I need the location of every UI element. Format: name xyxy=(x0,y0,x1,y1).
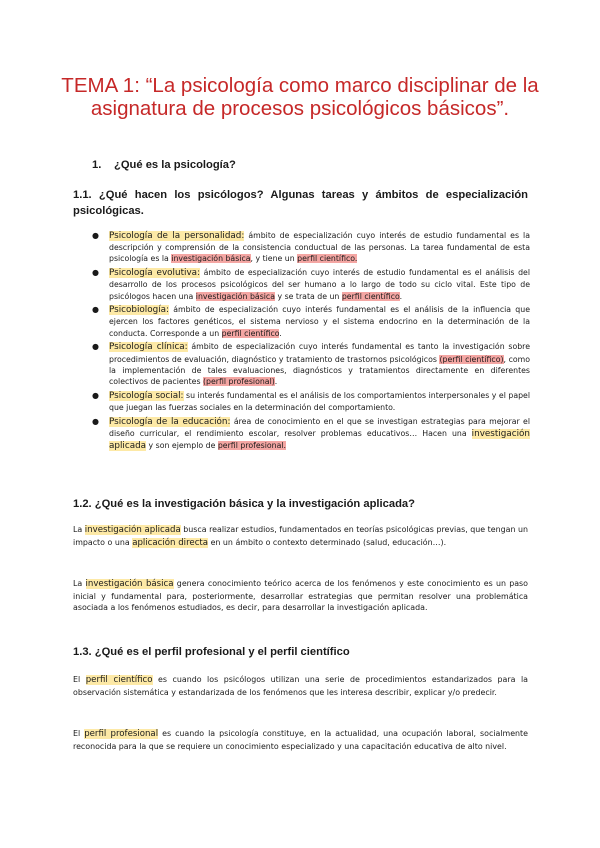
list-item xyxy=(92,230,530,265)
section-label: ¿Qué es la psicología? xyxy=(114,159,236,171)
page-title: TEMA 1: “La psicología como marco disciplinar de la asignatura de procesos psicológicos básicos”. xyxy=(61,74,539,120)
highlight-red: perfil profesional. xyxy=(217,440,287,450)
highlight-yellow: investigación aplicada xyxy=(109,428,530,451)
section-heading-1-1: 1.1. ¿Qué hacen los psicólogos? Algunas tareas y ámbitos de especialización psicológicas. xyxy=(73,189,528,217)
list-item xyxy=(92,304,530,339)
bullet-icon: ● xyxy=(92,390,99,400)
bullet-icon: ● xyxy=(92,305,99,315)
highlight-red: investigación básica xyxy=(171,254,251,264)
item-text: su interés fundamental es el análisis de los comportamientos interpersonales y el papel que juegan las fuerzas sociales en la determinación del comportamiento. xyxy=(109,390,531,412)
item-text: ámbito de especialización cuyo interés fundamental es el análisis de la influencia que ejercen los factores genéticos, el sistema nervioso y el sistema endocrino en la determinación de la conducta. Corresponde a un xyxy=(109,305,530,338)
highlight-red: perfil científico. xyxy=(297,254,358,264)
paragraph-cientifico xyxy=(73,674,528,698)
highlight-red: (perfil profesional) xyxy=(203,376,275,386)
highlight-red: (perfil científico) xyxy=(439,354,504,364)
item-text: . xyxy=(399,291,403,301)
highlight-red: investigación básica xyxy=(195,291,275,301)
highlight-yellow: perfil científico xyxy=(85,675,153,685)
highlight-yellow: investigación básica xyxy=(85,579,174,589)
section-heading-1-3: 1.3. ¿Qué es el perfil profesional y el perfil científico xyxy=(73,646,350,658)
term-highlight: Psicobiología: xyxy=(109,305,170,316)
item-text: ámbito de especialización cuyo interés de estudio fundamental es la descripción y comprensión de la consistencia conductual de las personas. La tarea fundamental de esta psicología es la xyxy=(109,231,530,264)
item-text: , como la implementación de tales evaluaciones, diagnósticos y tratamientos directamente en diferentes colectivos de pacientes xyxy=(109,354,530,386)
list-item xyxy=(92,416,530,453)
section-heading-1-2: 1.2. ¿Qué es la investigación básica y la investigación aplicada? xyxy=(73,498,415,510)
para-text: es cuando los psicólogos utilizan una serie de procedimientos estandarizados para la observación sistemática y estandarizada de los fenómenos que les interesa describir, explicar y/o predecir. xyxy=(73,675,529,697)
bullet-icon: ● xyxy=(92,268,99,278)
list-item xyxy=(92,390,530,413)
para-text: El xyxy=(73,729,85,738)
bullet-icon: ● xyxy=(92,416,99,426)
para-text: El xyxy=(73,675,86,684)
para-text: en un ámbito o contexto determinado (salud, educación…). xyxy=(208,537,447,547)
specialization-list xyxy=(92,230,530,455)
highlight-red: perfil científico xyxy=(341,291,400,301)
item-text: . xyxy=(279,328,282,338)
highlight-yellow: perfil profesional xyxy=(84,729,159,739)
item-text: y son ejemplo de xyxy=(146,440,218,450)
term-highlight: Psicología social: xyxy=(109,390,184,401)
bullet-icon: ● xyxy=(92,231,99,240)
term-highlight: Psicología de la personalidad: xyxy=(109,231,245,241)
list-item xyxy=(92,267,530,302)
highlight-yellow: investigación aplicada xyxy=(84,525,181,535)
term-highlight: Psicología evolutiva: xyxy=(109,268,201,279)
section-number: 1. xyxy=(92,159,102,171)
list-item xyxy=(92,341,530,387)
para-text: genera conocimiento teórico acerca de los fenómenos y este conocimiento es un paso inicial y fundamental para, posteriormente, desarrollar estrategias que permitan resolver una problemática asociada a los fenómenos estudiados, es decir, para desarrollar la investigación aplicada. xyxy=(73,579,528,613)
item-text: y se trata de un xyxy=(275,291,342,301)
bullet-icon: ● xyxy=(92,342,99,352)
term-highlight: Psicología de la educación: xyxy=(109,416,231,427)
paragraph-aplicada xyxy=(73,524,528,549)
item-text: área de conocimiento en el que se investigan estrategias para mejorar el diseño curricular, el rendimiento escolar, resolver problemas educativos… Hacen una xyxy=(109,416,530,438)
highlight-red: perfil científico xyxy=(221,328,280,338)
item-text: . xyxy=(274,376,278,386)
item-text: , y tiene un xyxy=(250,254,298,264)
item-text: ámbito de especialización cuyo interés fundamental es tanto la investigación sobre procedimientos de evaluación, diagnóstico y tratamiento de trastornos psicológicos xyxy=(109,342,530,364)
paragraph-basica xyxy=(73,578,528,614)
paragraph-profesional xyxy=(73,728,528,752)
highlight-yellow: aplicación directa xyxy=(132,537,209,548)
term-highlight: Psicología clínica: xyxy=(109,342,188,353)
section-heading-1 xyxy=(92,159,236,171)
para-text: La xyxy=(73,525,85,534)
item-text: ámbito de especialización cuyo interés de estudio fundamental es el análisis del desarrollo de los procesos psicológicos del ser humano a lo largo de todo su ciclo vital. Este tipo de psicólogos hacen una xyxy=(109,268,530,301)
para-text: es cuando la psicología constituye, en la actualidad, una ocupación laboral, socialmente reconocida para la que se requiere un conocimiento especializado y una capacitación educativa de alto nivel. xyxy=(73,729,528,751)
para-text: busca realizar estudios, fundamentados en teorías psicológicas previas, que tengan un impacto o una xyxy=(73,525,528,547)
para-text: La xyxy=(73,579,86,588)
